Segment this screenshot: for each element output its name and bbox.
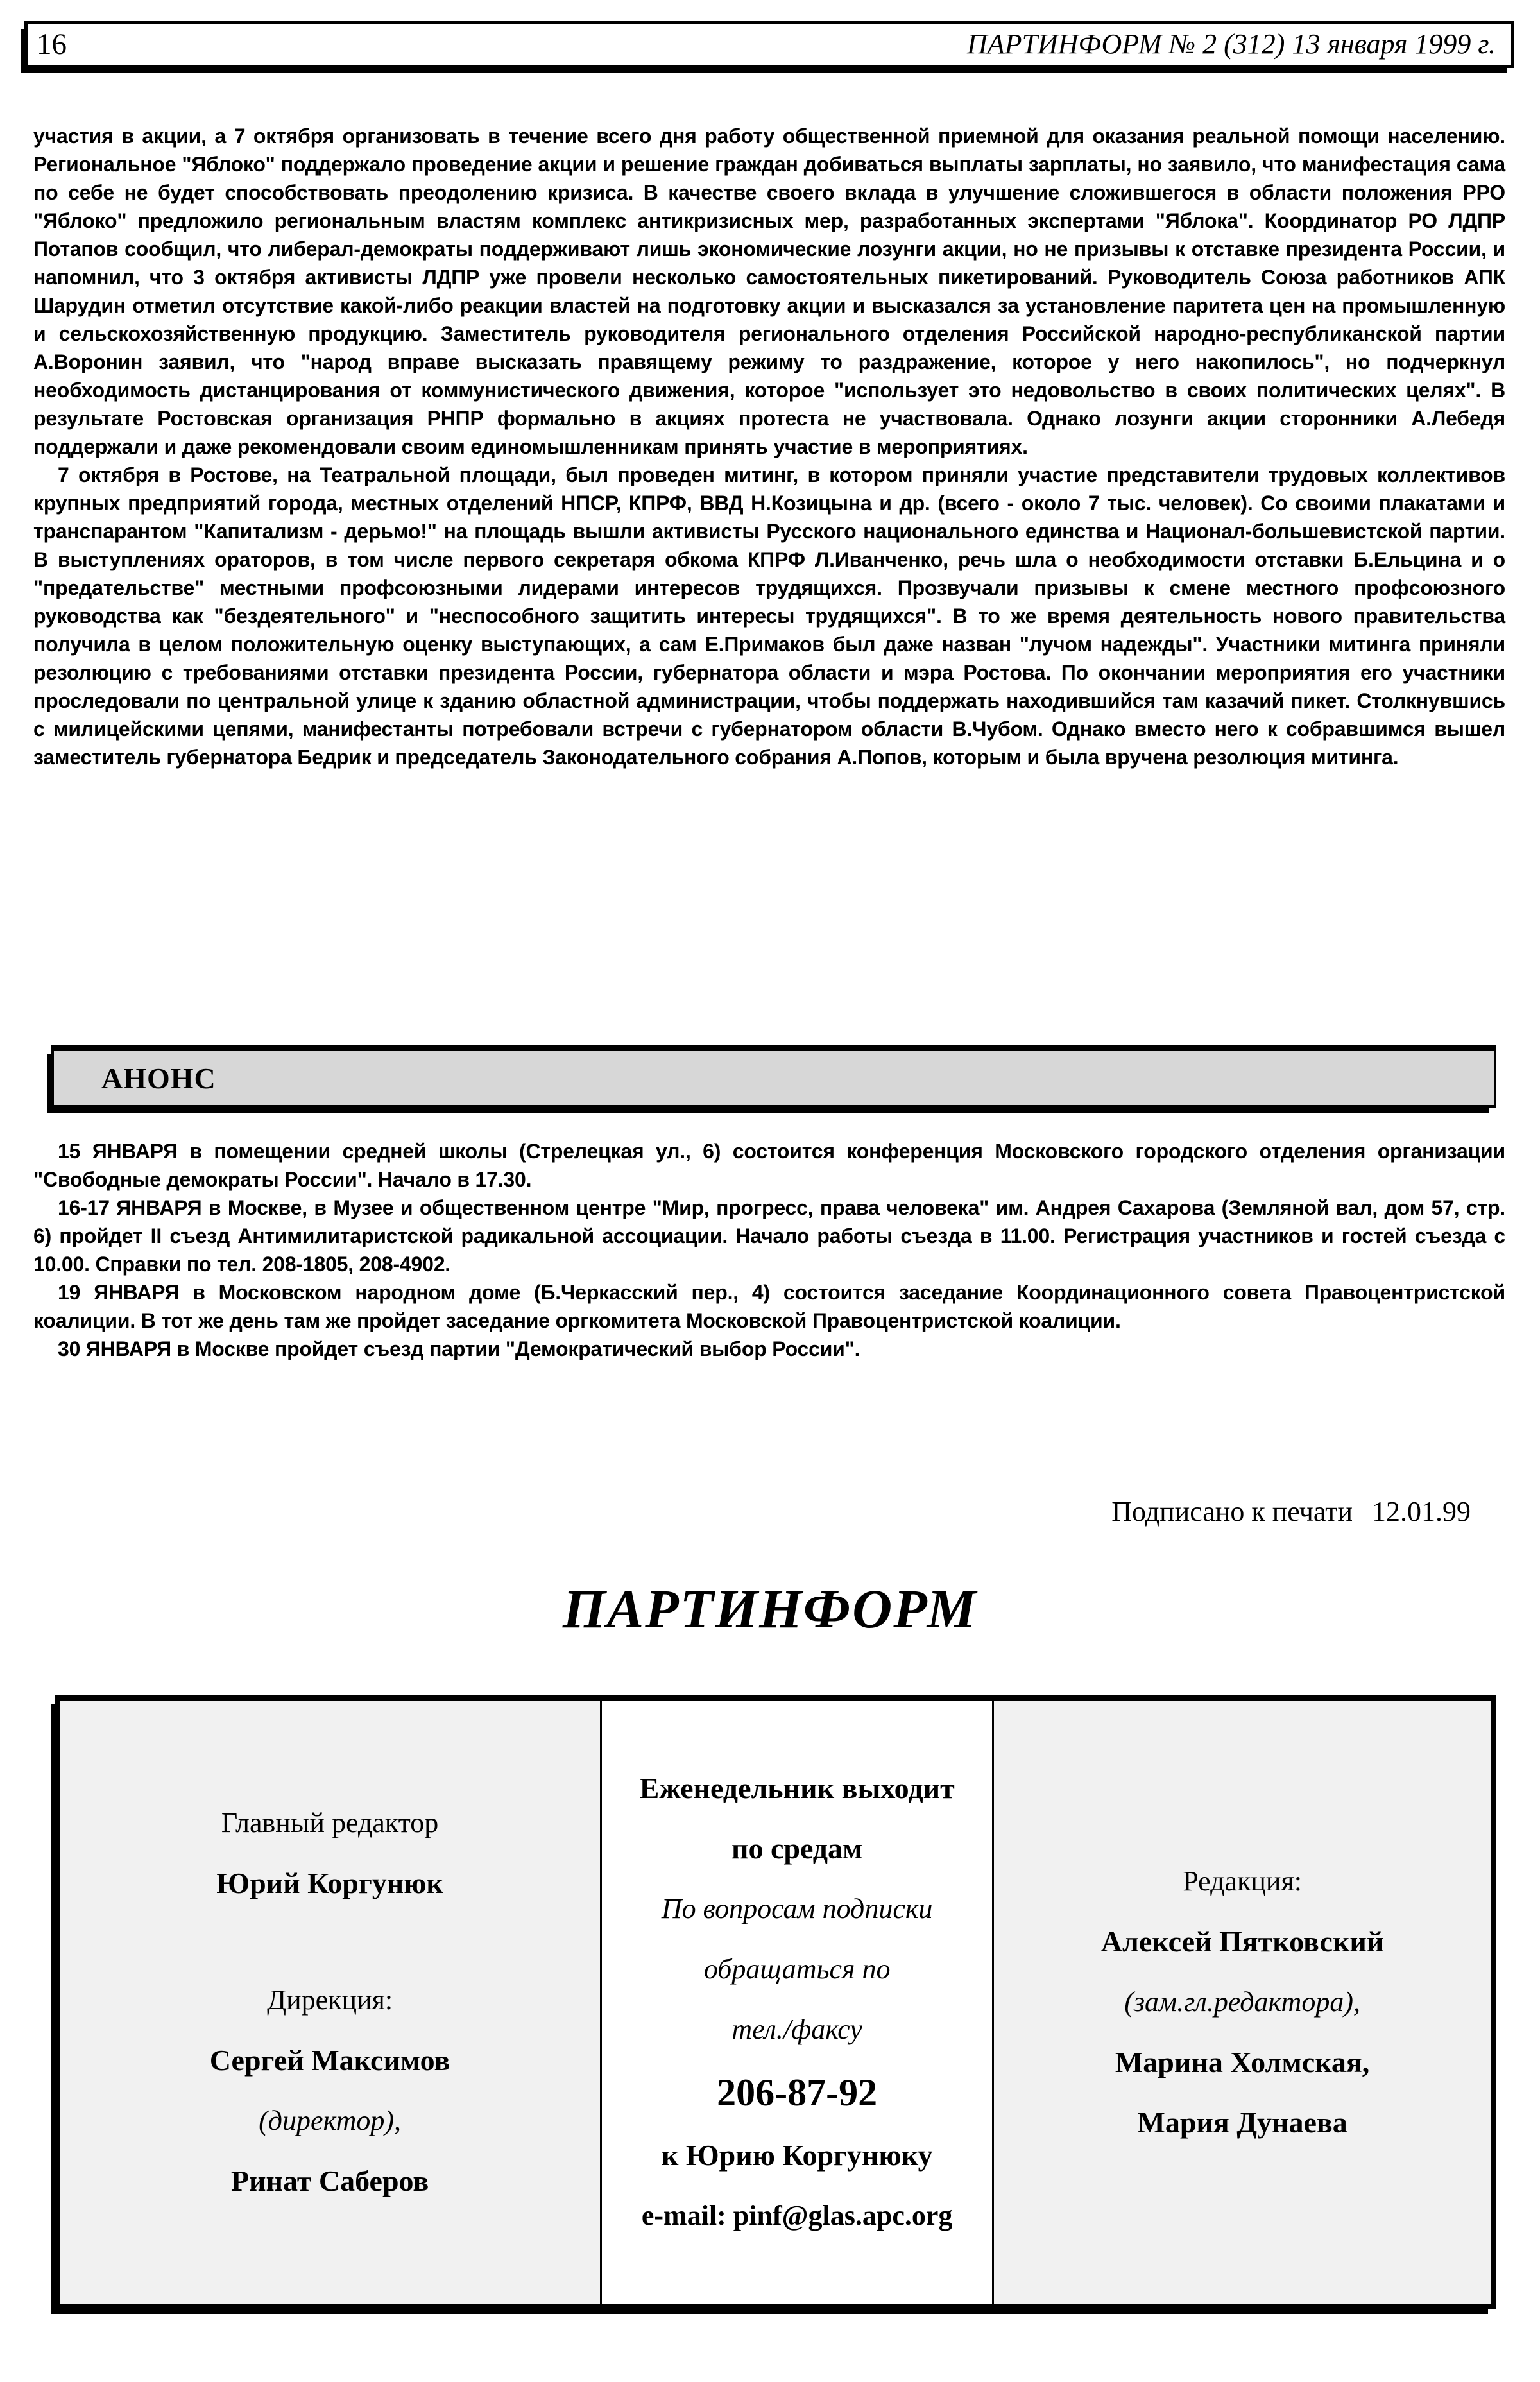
directorate-staff-name: Ринат Саберов <box>230 2164 429 2197</box>
subscribe-line: тел./факсу <box>732 2014 862 2045</box>
schedule-line: по средам <box>731 1832 863 1865</box>
deputy-editor-role: (зам.гл.редактора), <box>1124 1986 1360 2018</box>
directorate-label: Дирекция: <box>267 1984 393 2016</box>
editorial-label: Редакция: <box>1183 1865 1302 1897</box>
chief-editor-label: Главный редактор <box>221 1807 439 1838</box>
article-body <box>33 122 1505 771</box>
phone-number: 206-87-92 <box>717 2071 878 2114</box>
masthead-title: ПАРТИНФОРМ <box>562 1578 978 1640</box>
page-number: 16 <box>37 27 67 61</box>
article-paragraph-1: участия в акции, а 7 октября организовать в течение всего дня работу общественной приемной для оказания реальной помощи населению. Региональное "Яблоко" поддержало проведение акции и решение граждан добиваться выплаты зарплаты, но заявило, что манифестация сама по себе не будет способствовать преодолению кризиса. В качестве своего вклада в улучшение сложившегося в области положения РРО "Яблоко" предложило региональным властям комплекс антикризисных мер, разработанных экспертами "Яблока". Координатор РО ЛДПР Потапов сообщил, что либерал-демократы поддерживают лишь экономические лозунги акции, но не призывы к отставке президента России, и напомнил, что 3 октября активисты ЛДПР уже провели несколько самостоятельных пикетирований. Руководитель Союза работников АПК Шарудин отметил отсутствие какой-либо реакции властей на подготовку акции и высказался за установление паритета цен на промышленную и сельскохозяйственную продукцию. Заместитель руководителя регионального отделения Российской народно-республиканской партии А.Воронин заявил, что "народ вправе высказать правящему режиму то раздражение, которое у него накопилось", но подчеркнул необходимость дистанцирования от коммунистического движения, которое "использует это недовольство в своих политических целях". В результате Ростовская организация РНПР формально в акциях протеста не участвовала. Однако лозунги акции сторонники А.Лебедя поддержали и даже рекомендовали своим единомышленникам принять участие в мероприятиях. <box>33 124 1505 458</box>
announcement-item <box>33 1335 1505 1363</box>
page-header <box>24 21 1514 68</box>
announcement-item <box>33 1137 1505 1194</box>
announcement-text: в помещении средней школы (Стрелецкая ул., 6) состоится конференция Московского городского отделения организации "Свободные демократы России". Начало в 17.30. <box>33 1140 1506 1191</box>
deputy-editor-name: Алексей Пятковский <box>1100 1925 1384 1958</box>
announcement-item <box>33 1194 1505 1278</box>
issue-title: ПАРТИНФОРМ № 2 (312) 13 января 1999 г. <box>966 28 1496 60</box>
announcement-date: 16-17 ЯНВАРЯ <box>58 1196 202 1219</box>
staff-name: Мария Дунаева <box>1137 2106 1348 2139</box>
signed-to-print-line <box>0 1495 1471 1528</box>
subscribe-line: По вопросам подписки <box>661 1893 933 1924</box>
contact-person: к Юрию Коргунюку <box>661 2139 933 2172</box>
colophon-staff-cell <box>994 1701 1491 2304</box>
announcement-text: в Москве пройдет съезд партии "Демократический выбор России". <box>171 1337 860 1360</box>
colophon-editor-cell <box>60 1701 602 2304</box>
signed-date: 12.01.99 <box>1372 1496 1471 1527</box>
schedule-line: Еженедельник выходит <box>639 1772 955 1804</box>
director-role: (директор), <box>259 2105 402 2136</box>
staff-name: Марина Холмская, <box>1115 2046 1370 2078</box>
announcement-date: 15 ЯНВАРЯ <box>58 1140 178 1163</box>
subscribe-line: обращаться по <box>703 1953 891 1985</box>
announcement-text: в Москве, в Музее и общественном центре "Мир, прогресс, права человека" им. Андрея Сахарова (Земляной вал, дом 57, стр. 6) пройдет II съезд Антимилитаристской радикальной ассоциации. Начало работы съезда в 11.00. Регистрация участников и гостей съезда с 10.00. Справки по тел. 208-1805, 208-4902. <box>33 1196 1505 1276</box>
announcement-text: в Московском народном доме (Б.Черкасский пер., 4) состоится заседание Координационного совета Правоцентристской коалиции. В тот же день там же пройдет заседание оргкомитета Московской Правоцентристской коалиции. <box>33 1281 1505 1332</box>
article-paragraph-2: 7 октября в Ростове, на Театральной площади, был проведен митинг, в котором приняли участие представители трудовых коллективов крупных предприятий города, местных отделений НПСР, КПРФ, ВВД Н.Козицына и др. (всего - около 7 тыс. человек). Со своими плакатами и транспарантом "Капитализм - дерьмо!" на площадь вышли активисты Русского национального единства и Национал-большевистской партии. В выступлениях ораторов, в том числе первого секретаря обкома КПРФ Л.Иванченко, речь шла о необходимости отставки Б.Ельцина и о "предательстве" местными профсоюзными лидерами интересов трудящихся. Прозвучали призывы к смене местного профсоюзного руководства как "бездеятельного" и "неспособного защитить интересы трудящихся". В то же время деятельность нового правительства получила в целом положительную оценку выступающих, а сам Е.Примаков был даже назван "лучом надежды". Участники митинга приняли резолюцию с требованиями отставки президента России, губернатора области и мэра Ростова. По окончании мероприятия его участники проследовали по центральной улице к зданию областной администрации, чтобы поддержать находившийся там казачий пикет. Столкнувшись с милицейскими цепями, манифестанты потребовали встречи с губернатором области В.Чубом. Однако вместо него к собравшимся вышел заместитель губернатора Бедрик и председатель Законодательного собрания А.Попов, которым и была вручена резолюция митинга. <box>33 463 1505 769</box>
announcement-item <box>33 1278 1505 1335</box>
chief-editor-name: Юрий Коргунюк <box>216 1867 443 1899</box>
colophon-table <box>55 1695 1496 2309</box>
email-address: e-mail: pinf@glas.apc.org <box>641 2200 953 2231</box>
director-name: Сергей Максимов <box>209 2044 450 2077</box>
signed-label: Подписано к печати <box>1111 1496 1353 1527</box>
announcement-date: 19 ЯНВАРЯ <box>58 1281 180 1304</box>
colophon-subscription-cell <box>602 1701 994 2304</box>
announce-heading-box <box>51 1045 1496 1108</box>
announcements-list <box>33 1137 1505 1363</box>
announce-heading: АНОНС <box>101 1061 216 1095</box>
announcement-date: 30 ЯНВАРЯ <box>58 1337 171 1360</box>
